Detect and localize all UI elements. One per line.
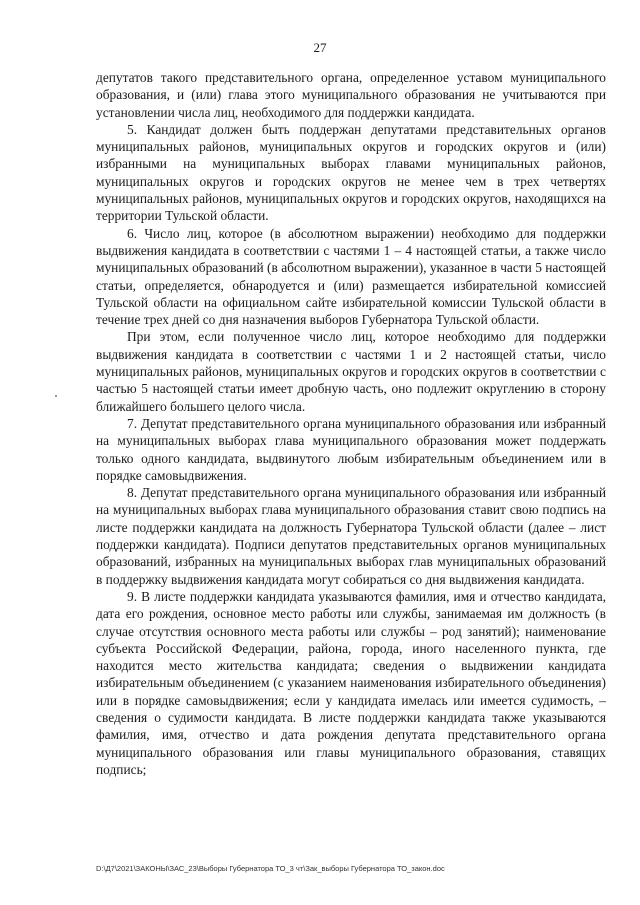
paragraph-5: 5. Кандидат должен быть поддержан депутатами представительных органов муниципальных районов, муниципальных округов и городских округов и (или) избранными на муниципальных выборах главами муниципальных районов, муниципальных округов и городских округов не менее чем в трех четвертях муниципальных районов, муниципальных округов и городских округов, находящихся на территории Тульской области. — [96, 121, 606, 224]
scan-artifact — [55, 395, 57, 397]
paragraph-6: 6. Число лиц, которое (в абсолютном выражении) необходимо для поддержки выдвижения кандидата в соответствии с частями 1 – 4 настоящей статьи, а также число муниципальных образований (в абсолютном выражении), указанное в части 5 настоящей статьи, определяется, обнародуется и (или) размещается избирательной комиссией Тульской области на официальном сайте избирательной комиссии Тульской области в течение трех дней со дня назначения выборов Губернатора Тульской области. — [96, 225, 606, 328]
paragraph-7: 7. Депутат представительного органа муниципального образования или избранный на муниципальных выборах глава муниципального образования может поддержать только одного кандидата, выдвинутого любым избирательным объединением или в порядке самовыдвижения. — [96, 415, 606, 483]
document-body — [96, 69, 606, 778]
paragraph-9: 9. В листе поддержки кандидата указываются фамилия, имя и отчество кандидата, дата его рождения, основное место работы или службы, занимаемая им должность (в случае отсутствия основного места работы или службы – род занятий); наименование субъекта Российской Федерации, района, города, иного населенного пункта, где находится место жительства кандидата; сведения о выдвижении кандидата избирательным объединением (с указанием наименования избирательного объединения) или в порядке самовыдвижения; если у кандидата имелась или имеется судимость, – сведения о судимости кандидата. В листе поддержки кандидата также указываются фамилия, имя, отчество и дата рождения депутата представительного органа муниципального образования или главы муниципального образования, ставящих подпись; — [96, 588, 606, 777]
paragraph-continuation: депутатов такого представительного органа, определенное уставом муниципального образования, и (или) глава этого муниципального образования не учитываются при установлении числа лиц, необходимого для поддержки кандидата. — [96, 70, 606, 120]
page-number: 27 — [313, 40, 327, 55]
paragraph-6-note: При этом, если полученное число лиц, которое необходимо для поддержки выдвижения кандидата в соответствии с частями 1 и 2 настоящей статьи, число муниципальных районов, муниципальных округов и городских округов в соответствии с частью 5 настоящей статьи имеет дробную часть, оно подлежит округлению в сторону ближайшего большего целого числа. — [96, 329, 606, 414]
footer-file-path: D:\Д7\2021\ЗАКОНЫ\ЗАС_23\Выборы Губернатора ТО_3 чт\Зак_выборы Губернатора ТО_закон.doc — [96, 864, 445, 873]
paragraph-8: 8. Депутат представительного органа муниципального образования или избранный на муниципальных выборах глава муниципального образования ставит свою подпись на листе поддержки кандидата на должность Губернатора Тульской области (далее – лист поддержки кандидата). Подписи депутатов представительных органов муниципальных образований, избранных на муниципальных выборах глав муниципальных образований в поддержку выдвижения кандидата могут собираться со дня выдвижения кандидата. — [96, 485, 606, 587]
